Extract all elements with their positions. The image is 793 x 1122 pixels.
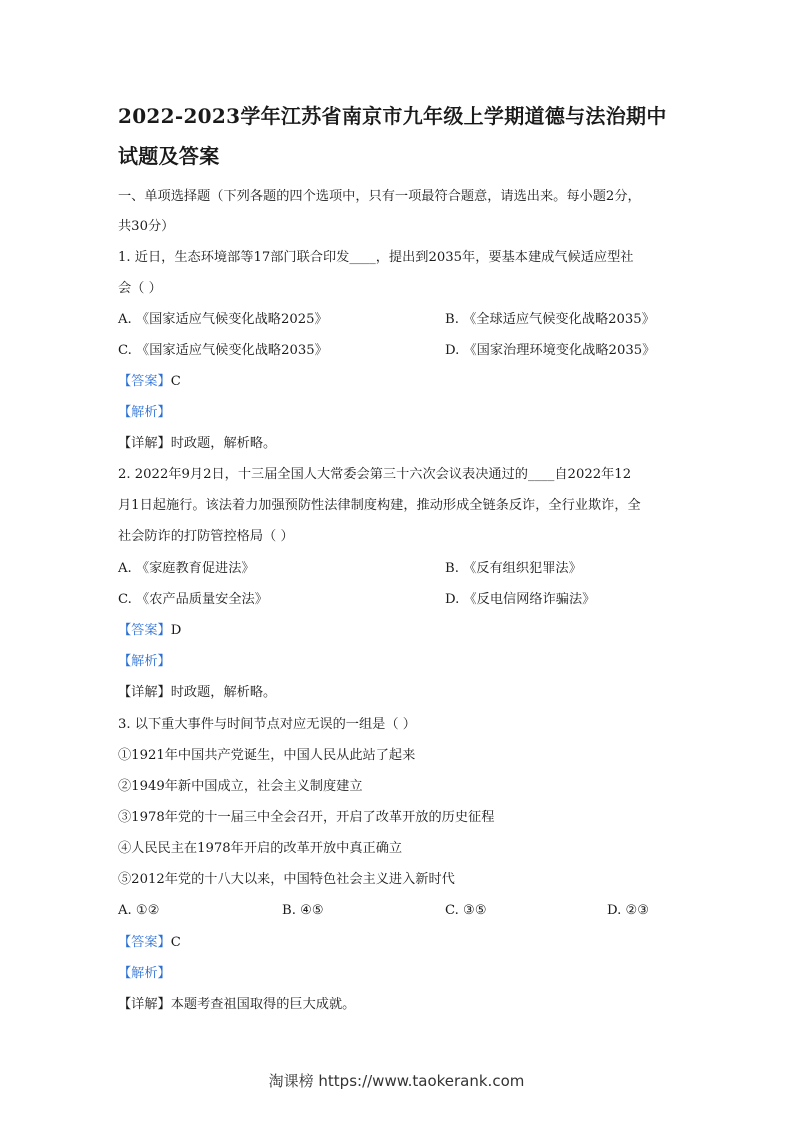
- question-3-analysis: [118, 964, 693, 984]
- detail-text: 时政题，解析略。: [170, 685, 277, 700]
- section-heading-cont: 共30分）: [118, 219, 175, 234]
- question-2-option-a: A. 《家庭教育促进法》: [118, 561, 255, 576]
- question-2-answer: [118, 621, 693, 641]
- title-line-2: 试题及答案: [118, 144, 220, 168]
- footer-watermark: 淘课榜 https://www.taokerank.com: [268, 1072, 525, 1090]
- question-1-option-b: B. 《全球适应气候变化战略2035》: [445, 312, 655, 327]
- question-3-option-b: B. ④⑤: [282, 903, 324, 918]
- question-3-option-a: A. ①②: [118, 903, 160, 918]
- question-2-option-d: D. 《反电信网络诈骗法》: [445, 592, 596, 607]
- question-1-answer: [118, 372, 693, 392]
- question-2-analysis: [118, 652, 693, 672]
- document-title: [118, 96, 688, 176]
- answer-value: C: [170, 374, 181, 389]
- answer-value: D: [170, 623, 182, 638]
- detail-tag: 【详解】: [118, 685, 171, 700]
- analysis-tag: 【解析】: [118, 405, 171, 420]
- question-2-stem: 2. 2022年9月2日，十三届全国人大常委会第三十六次会议表决通过的____自2022年12: [118, 467, 632, 482]
- question-1-detail: [118, 434, 693, 454]
- question-2-option-b: B. 《反有组织犯罪法》: [445, 561, 582, 576]
- question-1-analysis: [118, 403, 693, 423]
- section-heading: 一、单项选择题（下列各题的四个选项中，只有一项最符合题意，请选出来。每小题2分，: [118, 189, 641, 204]
- question-2-stem-cont-2: 社会防诈的打防管控格局（ ）: [118, 529, 294, 544]
- question-3-item-1: ①1921年中国共产党诞生，中国人民从此站了起来: [118, 748, 416, 763]
- question-3-detail: [118, 995, 693, 1015]
- answer-value: C: [170, 935, 181, 950]
- question-2-stem-cont: 月1日起施行。该法着力加强预防性法律制度构建，推动形成全链条反诈，全行业欺诈，全: [118, 498, 641, 513]
- question-3-item-2: ②1949年新中国成立，社会主义制度建立: [118, 779, 363, 794]
- question-1-stem-cont: 会（ ）: [118, 281, 162, 296]
- question-1-option-a: A. 《国家适应气候变化战略2025》: [118, 312, 328, 327]
- question-3-option-c: C. ③⑤: [445, 903, 487, 918]
- title-line-1: 2022-2023学年江苏省南京市九年级上学期道德与法治期中: [118, 104, 667, 128]
- answer-tag: 【答案】: [118, 374, 171, 389]
- answer-tag: 【答案】: [118, 623, 171, 638]
- question-1-option-d: D. 《国家治理环境变化战略2035》: [445, 343, 656, 358]
- question-3-stem: 3. 以下重大事件与时间节点对应无误的一组是（ ）: [118, 717, 416, 732]
- question-1-option-c: C. 《国家适应气候变化战略2035》: [118, 343, 328, 358]
- question-3-answer: [118, 933, 693, 953]
- question-2-detail: [118, 683, 693, 703]
- detail-tag: 【详解】: [118, 436, 171, 451]
- question-3-option-d: D. ②③: [607, 903, 650, 918]
- question-1-stem: 1. 近日，生态环境部等17部门联合印发____，提出到2035年，要基本建成气候适应型社: [118, 250, 634, 265]
- question-3-item-5: ⑤2012年党的十八大以来，中国特色社会主义进入新时代: [118, 872, 455, 887]
- question-3-item-3: ③1978年党的十一届三中全会召开，开启了改革开放的历史征程: [118, 810, 495, 825]
- question-2-option-c: C. 《农产品质量安全法》: [118, 592, 268, 607]
- analysis-tag: 【解析】: [118, 654, 171, 669]
- detail-text: 时政题，解析略。: [170, 436, 277, 451]
- question-3-item-4: ④人民民主在1978年开启的改革开放中真正确立: [118, 841, 403, 856]
- answer-tag: 【答案】: [118, 935, 171, 950]
- detail-tag: 【详解】: [118, 997, 171, 1012]
- detail-text: 本题考查祖国取得的巨大成就。: [170, 997, 356, 1012]
- analysis-tag: 【解析】: [118, 966, 171, 981]
